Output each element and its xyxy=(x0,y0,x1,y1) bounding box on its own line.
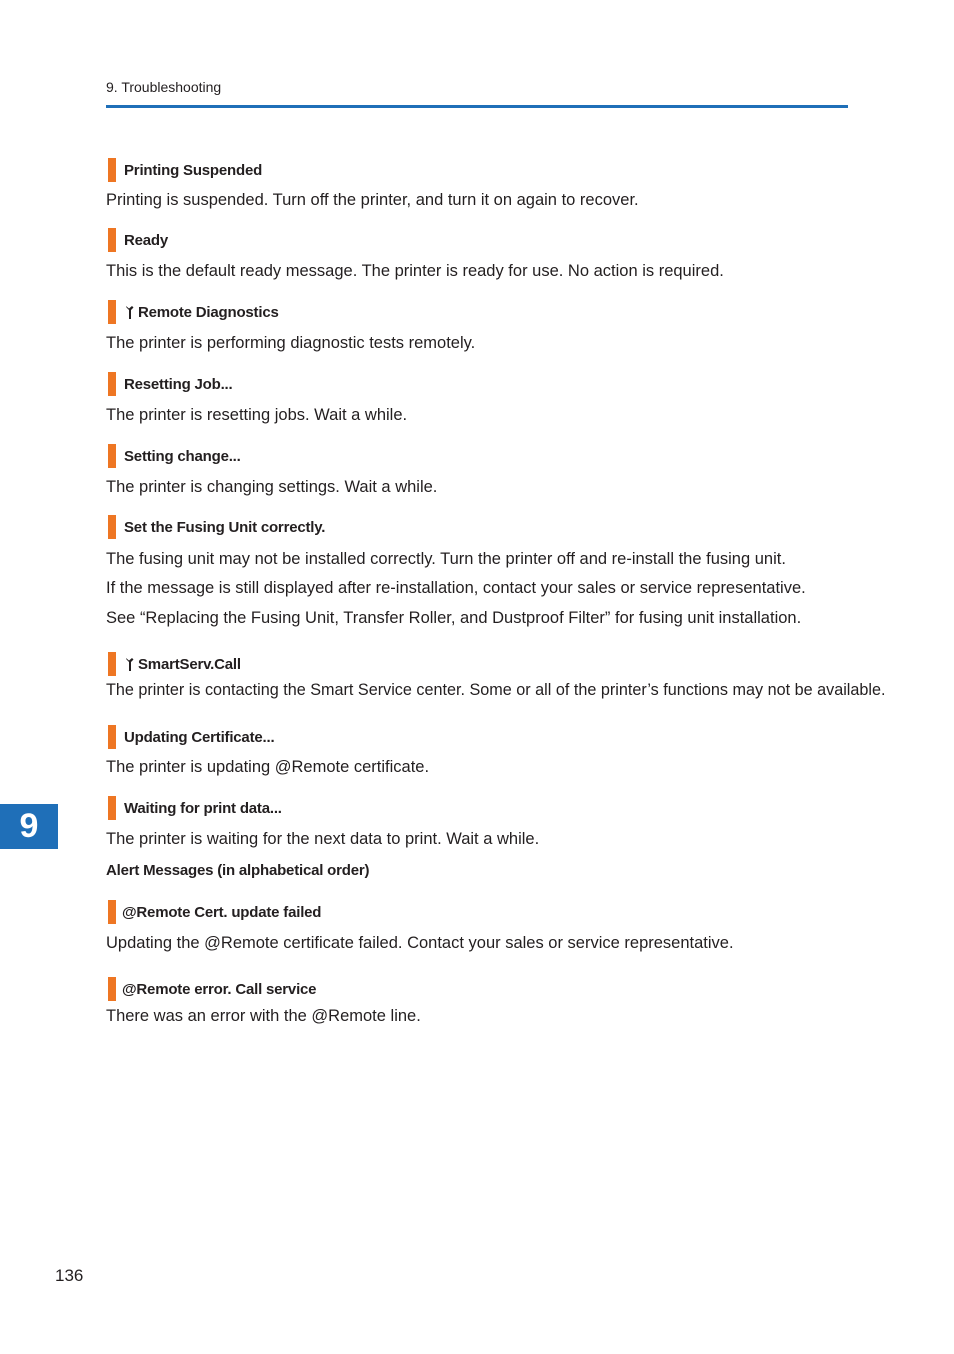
entry-title-text: Set the Fusing Unit correctly. xyxy=(124,518,326,536)
orange-marker-bar xyxy=(108,725,116,749)
entry-description: Updating the @Remote certificate failed. Contact your sales or service representative. xyxy=(106,934,734,952)
entry-description: The printer is updating @Remote certificate. xyxy=(106,758,430,776)
entry-description: See “Replacing the Fusing Unit, Transfer Roller, and Dustproof Filter” for fusing unit installation. xyxy=(106,609,802,627)
entry-title-text: Updating Certificate... xyxy=(124,728,275,746)
entry-description: The printer is changing settings. Wait a while. xyxy=(106,478,438,496)
entry-title-updating-certificate xyxy=(108,725,274,749)
entry-description: The printer is performing diagnostic tests remotely. xyxy=(106,334,476,352)
orange-marker-bar xyxy=(108,652,116,676)
entry-title-smartserv-call xyxy=(108,652,241,676)
entry-description: If the message is still displayed after re-installation, contact your sales or service representative. xyxy=(106,579,806,597)
entry-title-remote-cert-update-failed xyxy=(108,900,321,924)
wrench-icon xyxy=(125,305,135,320)
wrench-icon xyxy=(125,657,135,672)
orange-marker-bar xyxy=(108,300,116,324)
orange-marker-bar xyxy=(108,515,116,539)
orange-marker-bar xyxy=(108,372,116,396)
entry-title-text: Waiting for print data... xyxy=(124,799,282,817)
chapter-tab: 9 xyxy=(0,804,58,849)
entry-description: The fusing unit may not be installed correctly. Turn the printer off and re-install the fusing unit. xyxy=(106,550,786,568)
entry-description: The printer is resetting jobs. Wait a while. xyxy=(106,406,408,424)
entry-description: The printer is contacting the Smart Service center. Some or all of the printer’s functions may not be available. xyxy=(106,681,886,699)
section-heading-alert-messages: Alert Messages (in alphabetical order) xyxy=(106,862,370,879)
entry-description: This is the default ready message. The printer is ready for use. No action is required. xyxy=(106,262,724,280)
entry-title-text: Setting change... xyxy=(124,447,241,465)
entry-title-text: @Remote Cert. update failed xyxy=(122,903,322,921)
entry-title-waiting-for-print-data xyxy=(108,796,282,820)
entry-title-ready xyxy=(108,228,168,252)
entry-title-resetting-job xyxy=(108,372,232,396)
entry-title-text: Resetting Job... xyxy=(124,375,233,393)
entry-title-text: @Remote error. Call service xyxy=(122,980,317,998)
entry-title-remote-diagnostics xyxy=(108,300,279,324)
orange-marker-bar xyxy=(108,228,116,252)
entry-description: Printing is suspended. Turn off the printer, and turn it on again to recover. xyxy=(106,191,639,209)
entry-title-remote-error-call-service xyxy=(108,977,316,1001)
entry-title-text: Remote Diagnostics xyxy=(138,303,279,321)
entry-title-text: SmartServ.Call xyxy=(138,655,241,673)
entry-description: The printer is waiting for the next data to print. Wait a while. xyxy=(106,830,540,848)
entry-title-printing-suspended xyxy=(108,158,262,182)
header-rule xyxy=(106,105,848,108)
entry-description: There was an error with the @Remote line. xyxy=(106,1007,421,1025)
orange-marker-bar xyxy=(108,444,116,468)
entry-title-set-fusing-unit xyxy=(108,515,325,539)
orange-marker-bar xyxy=(108,796,116,820)
orange-marker-bar xyxy=(108,158,116,182)
orange-marker-bar xyxy=(108,900,116,924)
entry-title-setting-change xyxy=(108,444,241,468)
entry-title-text: Printing Suspended xyxy=(124,161,263,179)
orange-marker-bar xyxy=(108,977,116,1001)
running-header: 9. Troubleshooting xyxy=(106,79,222,95)
entry-title-text: Ready xyxy=(124,231,169,249)
page-number: 136 xyxy=(55,1266,84,1285)
